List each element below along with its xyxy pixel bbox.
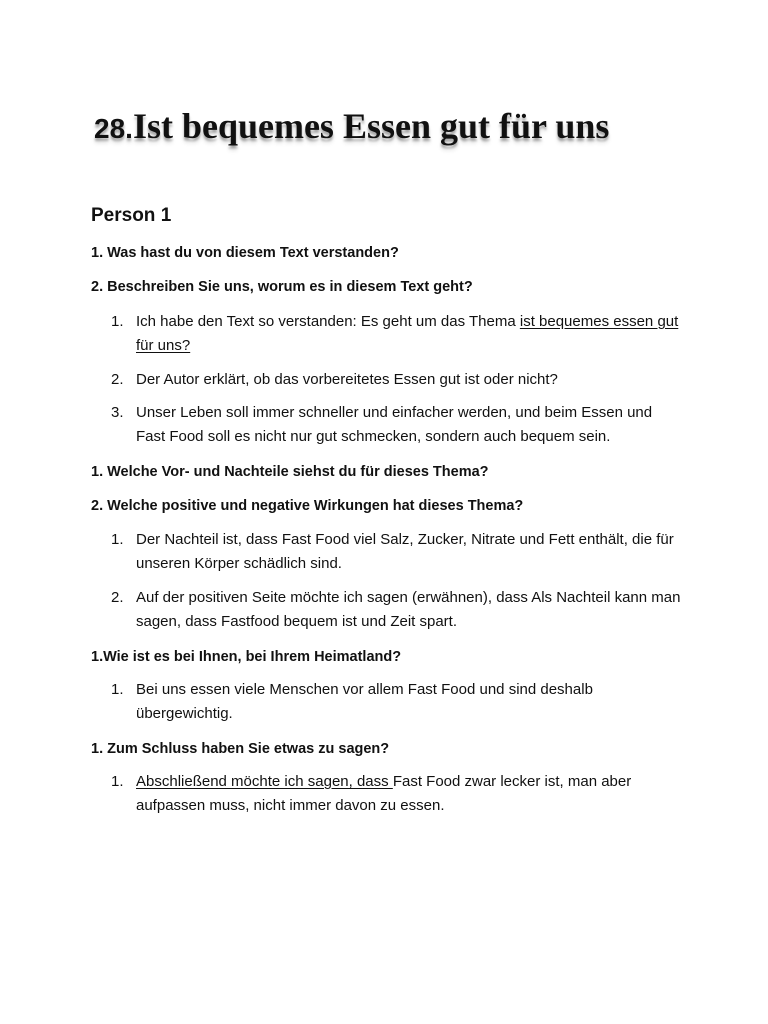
list-marker: 1.: [111, 531, 124, 548]
list-marker: 3.: [111, 404, 124, 421]
list-marker: 1.: [111, 773, 124, 790]
person-heading: Person 1: [91, 205, 172, 226]
question-1-2: 2. Beschreiben Sie uns, worum es in diesem Text geht?: [91, 279, 473, 295]
document-title: [94, 104, 694, 156]
answer-text-plain: Ich habe den Text so verstanden: Es geht um das Thema: [136, 313, 520, 330]
list-marker: 1.: [111, 313, 124, 330]
question-2-2: 2. Welche positive und negative Wirkungen hat dieses Thema?: [91, 498, 524, 514]
question-2-1: 1. Welche Vor- und Nachteile siehst du für dieses Thema?: [91, 464, 489, 480]
title-number: 28.: [94, 113, 133, 144]
answer-text: Der Autor erklärt, ob das vorbereitetes Essen gut ist oder nicht?: [136, 371, 558, 388]
title-text: Ist bequemes Essen gut für uns: [132, 106, 610, 146]
list-marker: 2.: [111, 589, 124, 606]
answer-2-2: [111, 586, 681, 634]
answer-text: [136, 770, 681, 818]
answer-text: Bei uns essen viele Menschen vor allem Fast Food und sind deshalb übergewichtig.: [136, 681, 593, 722]
question-4-1: 1. Zum Schluss haben Sie etwas zu sagen?: [91, 741, 390, 757]
answer-text: Unser Leben soll immer schneller und einfacher werden, und beim Essen und Fast Food soll es nicht nur gut schmecken, sondern auch bequem sein.: [136, 404, 653, 445]
question-1-1: 1. Was hast du von diesem Text verstanden?: [91, 245, 399, 261]
answer-1-2: [111, 368, 681, 392]
answer-text-plain: Fast Food zwar lecker ist, man aber aufpassen muss, nicht immer davon zu essen.: [136, 773, 632, 814]
answer-2-1: [111, 528, 681, 576]
list-marker: 1.: [111, 681, 124, 698]
answer-4-1: [111, 770, 681, 818]
answer-text-underlined: ist bequemes essen gut für uns?: [136, 313, 679, 354]
answer-text: Der Nachteil ist, dass Fast Food viel Salz, Zucker, Nitrate und Fett enthält, die für unseren Körper schädlich sind.: [136, 531, 674, 572]
answer-text: [136, 310, 681, 358]
answer-3-1: [111, 678, 681, 726]
answer-1-3: [111, 401, 681, 449]
answer-1-1: [111, 310, 681, 358]
answer-text: Auf der positiven Seite möchte ich sagen (erwähnen), dass Als Nachteil kann man sagen, dass Fastfood bequem ist und Zeit spart.: [136, 589, 681, 630]
list-marker: 2.: [111, 371, 124, 388]
question-3-1: 1.Wie ist es bei Ihnen, bei Ihrem Heimatland?: [91, 649, 402, 665]
answer-text-underlined: Abschließend möchte ich sagen, dass: [136, 773, 393, 790]
